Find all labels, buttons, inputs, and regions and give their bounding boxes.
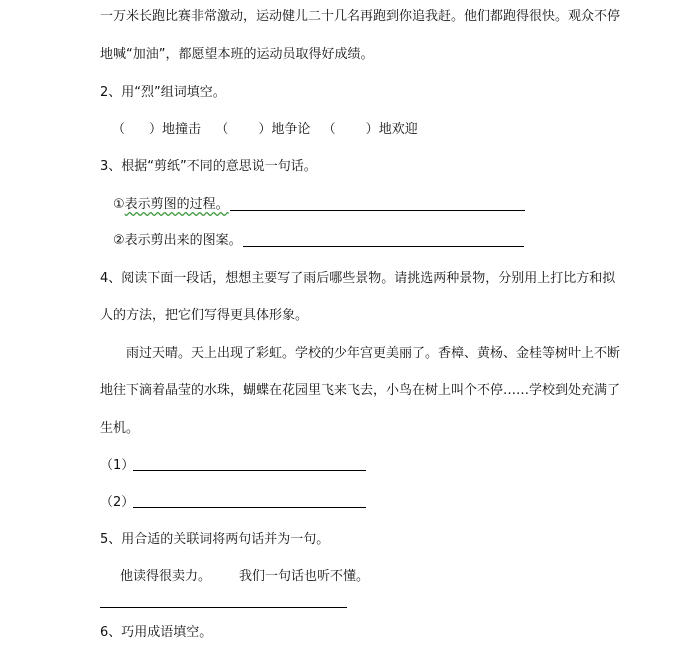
answer-label-2: （2） [100, 495, 135, 510]
answer-label-1: （1） [100, 458, 135, 473]
question-4-title-line-1: 4、阅读下面一段话，想想主要写了雨后哪些景物。请挑选两种景物，分别用上打比方和拟 [100, 271, 616, 286]
circled-number-2: ② [113, 233, 125, 248]
question-5-title: 5、用合适的关联词将两句话并为一句。 [100, 532, 330, 547]
passage-line-1: 雨过天晴。天上出现了彩虹。学校的少年宫更美丽了。香樟、黄杨、金桂等树叶上不断 [126, 346, 621, 361]
sentence-b: 我们一句话也听不懂。 [239, 569, 370, 584]
answer-line-5[interactable] [100, 607, 347, 608]
question-3-item-2 [113, 232, 242, 250]
sentence-a: 他读得很卖力。 [120, 569, 212, 584]
blank-item-3: 地欢迎 [378, 122, 418, 137]
paragraph-line-2: 地喊“加油”，都愿望本班的运动员取得好成绩。 [100, 47, 374, 62]
question-5-sentences [120, 568, 369, 586]
answer-line-4-2[interactable] [133, 507, 366, 508]
blank-open: （ [112, 122, 126, 137]
passage-line-2: 地往下滴着晶莹的水珠，蝴蝶在花园里飞来飞去，小鸟在树上叫个不停……学校到处充满了 [100, 383, 621, 398]
item-1-text: 表示剪图的过程。 [124, 197, 229, 212]
blank-open: （ [215, 122, 229, 137]
answer-line-4-1[interactable] [133, 470, 366, 471]
blank-item-1: 地撞击 [162, 122, 202, 137]
answer-line-3-2[interactable] [243, 246, 524, 247]
answer-line-3-1[interactable] [230, 210, 525, 211]
question-4-title-line-2: 人的方法，把它们写得更具体形象。 [100, 308, 309, 323]
question-2-title: 2、用“烈”组词填空。 [100, 85, 226, 100]
blank-close: ） [149, 122, 163, 137]
circled-number-1: ① [113, 197, 125, 212]
question-6-title: 6、巧用成语填空。 [100, 625, 213, 640]
passage-line-3: 生机。 [100, 421, 140, 436]
question-3-title: 3、根据“剪纸”不同的意思说一句话。 [100, 159, 317, 174]
item-2-text: 表示剪出来的图案。 [124, 233, 242, 248]
paragraph-line-1: 一万米长跑比赛非常激动，运动健儿二十几名再跑到你追我赶。他们都跑得很快。观众不停 [100, 9, 621, 24]
blank-close: ） [365, 122, 379, 137]
question-2-blanks [112, 121, 418, 139]
blank-open: （ [322, 122, 336, 137]
blank-close: ） [258, 122, 272, 137]
blank-item-2: 地争论 [271, 122, 311, 137]
question-3-item-1 [113, 196, 229, 214]
